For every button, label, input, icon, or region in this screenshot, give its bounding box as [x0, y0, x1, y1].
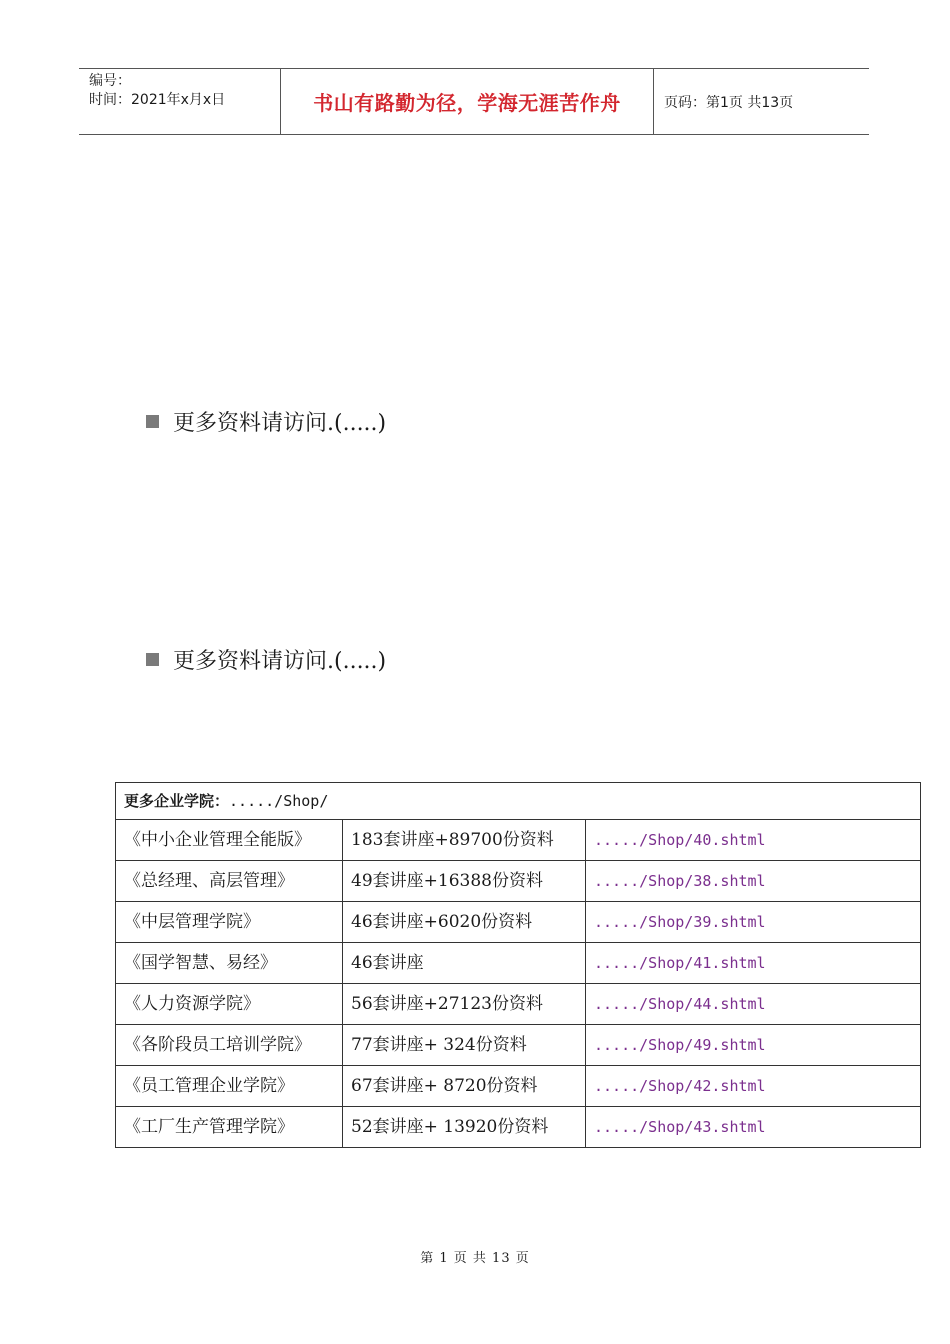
table-row — [116, 861, 921, 902]
header-motto-cell — [281, 69, 654, 134]
course-link[interactable]: ...../Shop/49.shtml — [586, 1025, 921, 1066]
bullet-line-2 — [146, 644, 386, 675]
course-content: 67套讲座+ 8720份资料 — [343, 1066, 586, 1107]
course-link[interactable]: ...../Shop/41.shtml — [586, 943, 921, 984]
course-link[interactable]: ...../Shop/39.shtml — [586, 902, 921, 943]
course-name: 《各阶段员工培训学院》 — [116, 1025, 343, 1066]
table-row — [116, 943, 921, 984]
course-name: 《总经理、高层管理》 — [116, 861, 343, 902]
motto-text: 书山有路勤为径，学海无涯苦作舟 — [313, 91, 621, 115]
course-link[interactable]: ...../Shop/38.shtml — [586, 861, 921, 902]
page-info: 页码：第1页 共13页 — [664, 94, 794, 111]
course-link[interactable]: ...../Shop/42.shtml — [586, 1066, 921, 1107]
course-content: 49套讲座+16388份资料 — [343, 861, 586, 902]
course-link[interactable]: ...../Shop/43.shtml — [586, 1107, 921, 1148]
page-footer: 第 1 页 共 13 页 — [420, 1251, 530, 1266]
page-header — [79, 68, 869, 135]
course-name: 《工厂生产管理学院》 — [116, 1107, 343, 1148]
square-bullet-icon — [146, 653, 159, 666]
table-row — [116, 1107, 921, 1148]
course-table — [115, 782, 921, 1148]
table-row — [116, 820, 921, 861]
course-name: 《中层管理学院》 — [116, 902, 343, 943]
course-content: 77套讲座+ 324份资料 — [343, 1025, 586, 1066]
header-page-info-cell — [654, 69, 869, 134]
header-left-cell — [79, 69, 281, 134]
square-bullet-icon — [146, 415, 159, 428]
table-row — [116, 1066, 921, 1107]
number-label: 编号： — [89, 73, 131, 89]
course-content: 46套讲座+6020份资料 — [343, 902, 586, 943]
course-content: 52套讲座+ 13920份资料 — [343, 1107, 586, 1148]
bullet-text[interactable]: 更多资料请访问.(.....) — [173, 649, 387, 674]
table-header-row — [116, 783, 921, 820]
time-label: 时间：2021年x月x日 — [89, 92, 226, 108]
bullet-text[interactable]: 更多资料请访问.(.....) — [173, 411, 387, 436]
bullet-line-1 — [146, 406, 386, 437]
course-content: 46套讲座 — [343, 943, 586, 984]
course-content: 56套讲座+27123份资料 — [343, 984, 586, 1025]
table-row — [116, 902, 921, 943]
table-row — [116, 1025, 921, 1066]
course-name: 《员工管理企业学院》 — [116, 1066, 343, 1107]
course-link[interactable]: ...../Shop/44.shtml — [586, 984, 921, 1025]
table-row — [116, 984, 921, 1025]
course-name: 《国学智慧、易经》 — [116, 943, 343, 984]
course-name: 《人力资源学院》 — [116, 984, 343, 1025]
course-content: 183套讲座+89700份资料 — [343, 820, 586, 861]
course-link[interactable]: ...../Shop/40.shtml — [586, 820, 921, 861]
table-header-url[interactable]: ...../Shop/ — [229, 792, 329, 810]
course-name: 《中小企业管理全能版》 — [116, 820, 343, 861]
table-header-label: 更多企业学院： — [124, 792, 230, 810]
table-header-cell — [116, 783, 921, 820]
